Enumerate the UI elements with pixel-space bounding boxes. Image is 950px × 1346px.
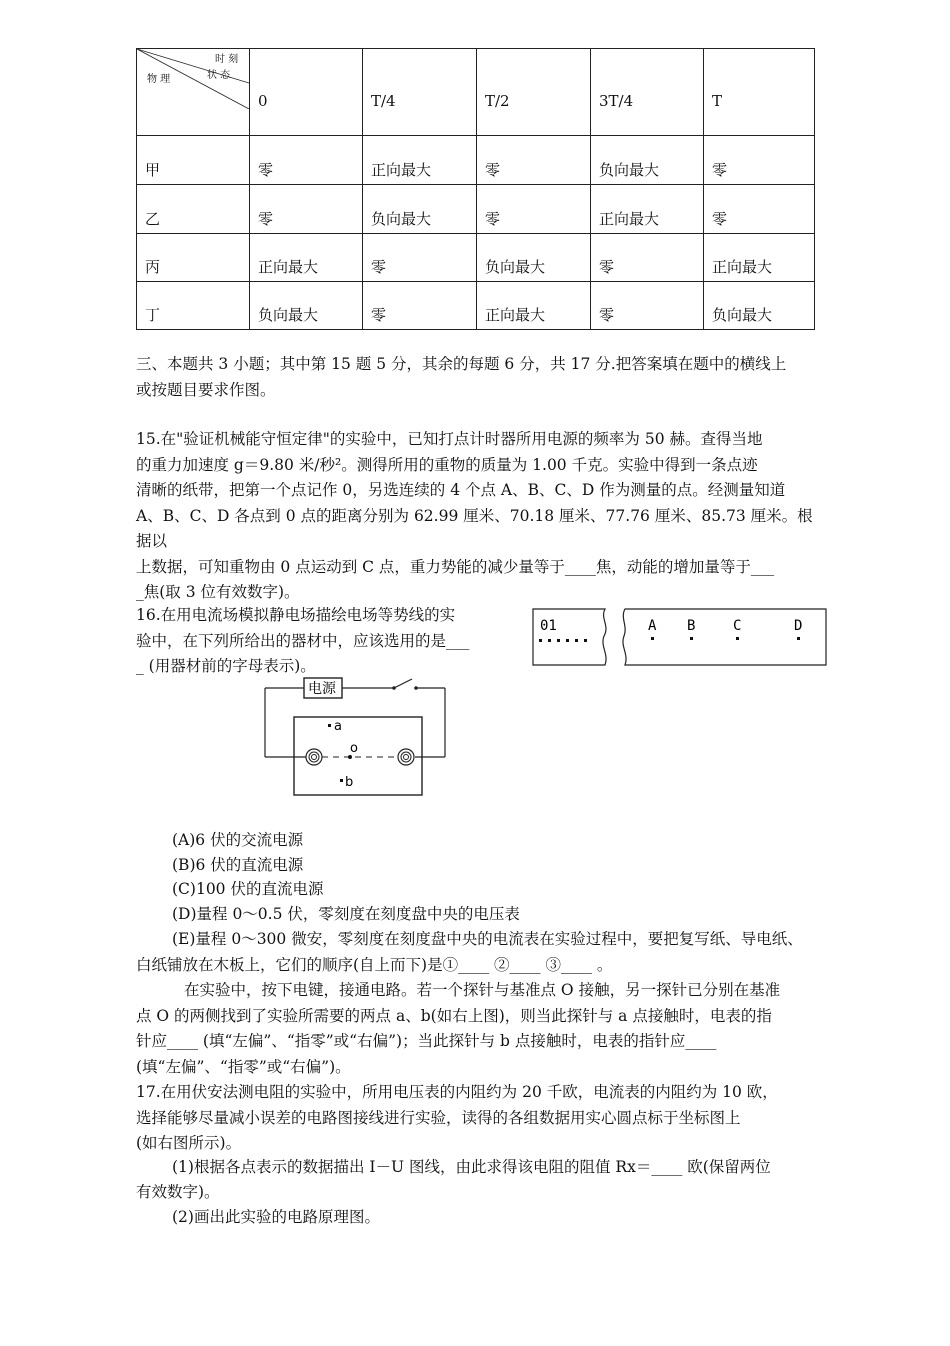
q15-line: 15.在"验证机械能守恒定律"的实验中，已知打点计时器所用电源的频率为 50 赫。查得当地 [136,430,763,448]
tape-point-c-dot [736,637,739,640]
q17-line: 选择能够尽量减小误差的电路图接线进行实验，读得的各组数据用实心圆点标于坐标图上 [136,1108,741,1127]
section-3-line: 三、本题共 3 小题；其中第 15 题 5 分，其余的每题 6 分，共 17 分.把答案填在题中的横线上 [136,355,787,373]
q15-line: A、B、C、D 各点到 0 点的距离分别为 62.99 厘米、70.18 厘米、77.76 厘米、85.73 厘米。根据以 [136,506,813,550]
conductive-paper-board [294,717,422,795]
table-row [137,185,815,234]
tape-point-a-dot [651,637,654,640]
point-a-label: a [334,719,342,734]
table-cell: 负向最大 [591,136,704,185]
tape-dot [548,639,551,642]
switch-pivot [392,686,396,690]
q15-line: _焦(取 3 位有效数字)。 [136,583,300,601]
q17-sub2: (2)画出此实验的电路原理图。 [172,1208,380,1226]
table-cell: 零 [363,234,477,282]
table-cell: 负向最大 [477,234,591,282]
question-16 [136,603,516,680]
table-cell: 零 [704,136,815,185]
option-d: (D)量程 0～0.5 伏，零刻度在刻度盘中央的电压表 [172,905,520,923]
tape-dot [557,639,560,642]
q15-line: 上数据，可知重物由 0 点运动到 C 点，重力势能的减少量等于____焦，动能的增加量等于___ [136,557,775,576]
table-row [137,136,815,185]
table-cell: 正向最大 [591,185,704,234]
point-b-dot [340,779,343,782]
row-label: 丁 [137,282,250,330]
corner-label-time: 时 刻 [215,54,239,65]
table-cell: 正向最大 [704,234,815,282]
table-row [137,234,815,282]
tape-dot [575,639,578,642]
corner-label-physics: 物 理 [147,74,171,85]
tape-dot [539,639,542,642]
state-table [136,48,815,330]
electrode-right [398,749,414,765]
tape-point-c-label: C [733,618,742,634]
switch-blade [394,679,412,688]
table-row [137,282,815,330]
q17-sub1-continuation: 有效数字)。 [136,1183,220,1201]
circuit-figure [260,676,460,800]
row-label: 丙 [137,234,250,282]
q16-para-line: 点 O 的两侧找到了实验所需要的两点 a、b(如右上图)，则当此探针与 a 点接触时，电表的指 [136,1006,772,1025]
q15-line: 清晰的纸带，把第一个点记作 0，另选连续的 4 个点 A、B、C、D 作为测量的点。经测量知道 [136,481,786,499]
column-header: T/2 [477,49,591,136]
tape-point-b-label: B [687,618,696,634]
table-cell: 正向最大 [477,282,591,330]
table-cell: 零 [477,185,591,234]
q16-para-line: 在实验中，按下电键，接通电路。若一个探针与基准点 O 接触，另一探针已分别在基准 [184,981,781,999]
q17-sub1: (1)根据各点表示的数据描出 I－U 图线，由此求得该电阻的阻值 Rx＝____ 欧(保留两位 [172,1158,771,1176]
option-b: (B)6 伏的直流电源 [172,856,304,874]
q16-para-line: (填“左偏”、“指零”或“右偏”)。 [136,1057,351,1076]
tape-dot [566,639,569,642]
table-cell: 零 [477,136,591,185]
q15-line: 的重力加速度 g＝9.80 米/秒²。测得所用的重物的质量为 1.00 千克。实验中得到一条点迹 [136,455,758,474]
point-b-label: b [345,775,354,790]
column-header: T [704,49,815,136]
column-header: T/4 [363,49,477,136]
tape-dots-start [539,639,587,642]
power-source-label: 电源 [308,681,336,697]
q16-line: 验中，在下列所给出的器材中，应该选用的是___ [136,631,470,650]
tape-point-d-dot [797,637,800,640]
question-15 [136,427,816,606]
row-label: 乙 [137,185,250,234]
q16-line: 16.在用电流场模拟静电场描绘电场等势线的实 [136,606,456,624]
tape-dot [584,639,587,642]
column-header: 0 [250,49,363,136]
q16-line: _ (用器材前的字母表示)。 [136,657,316,675]
table-cell: 正向最大 [363,136,477,185]
table-corner-cell [137,49,250,136]
table-cell: 负向最大 [363,185,477,234]
table-cell: 负向最大 [704,282,815,330]
table-cell: 零 [704,185,815,234]
table-header-row [137,49,815,136]
question-17 [136,1080,816,1157]
option-e-continuation: 白纸铺放在木板上，它们的顺序(自上而下)是①____ ②____ ③____ 。 [136,956,613,974]
electrode-left [306,749,322,765]
tape-point-a-label: A [648,618,657,634]
corner-label-state: 状 态 [207,70,231,81]
table-cell: 零 [591,282,704,330]
option-a: (A)6 伏的交流电源 [172,831,304,849]
point-a-dot [328,724,331,727]
option-c: (C)100 伏的直流电源 [172,880,324,898]
section-3-line: 或按题目要求作图。 [136,380,276,399]
table-cell: 正向最大 [250,234,363,282]
tape-point-b-dot [690,637,693,640]
table-cell: 零 [250,185,363,234]
q17-line: 17.在用伏安法测电阻的实验中，所用电压表的内阻约为 20 千欧，电流表的内阻约为 10 欧， [136,1083,778,1101]
option-e: (E)量程 0～300 微安，零刻度在刻度盘中央的电流表在实验过程中，要把复写纸、导电纸、 [172,930,803,948]
table-cell: 零 [591,234,704,282]
section-3-instructions [136,352,816,403]
table-cell: 零 [363,282,477,330]
question-16-paragraph [136,978,816,1080]
table-cell: 零 [250,136,363,185]
row-label: 甲 [137,136,250,185]
q16-para-line: 针应____ (填“左偏”、“指零”或“右偏”)；当此探针与 b 点接触时，电表的指针应____ [136,1032,717,1050]
column-header: 3T/4 [591,49,704,136]
point-o-label: o [350,741,358,756]
paper-tape-figure [530,606,830,668]
q17-line: (如右图所示)。 [136,1134,242,1152]
tape-point-d-label: D [794,618,803,634]
tape-origin-label: 01 [540,618,557,634]
table-cell: 负向最大 [250,282,363,330]
